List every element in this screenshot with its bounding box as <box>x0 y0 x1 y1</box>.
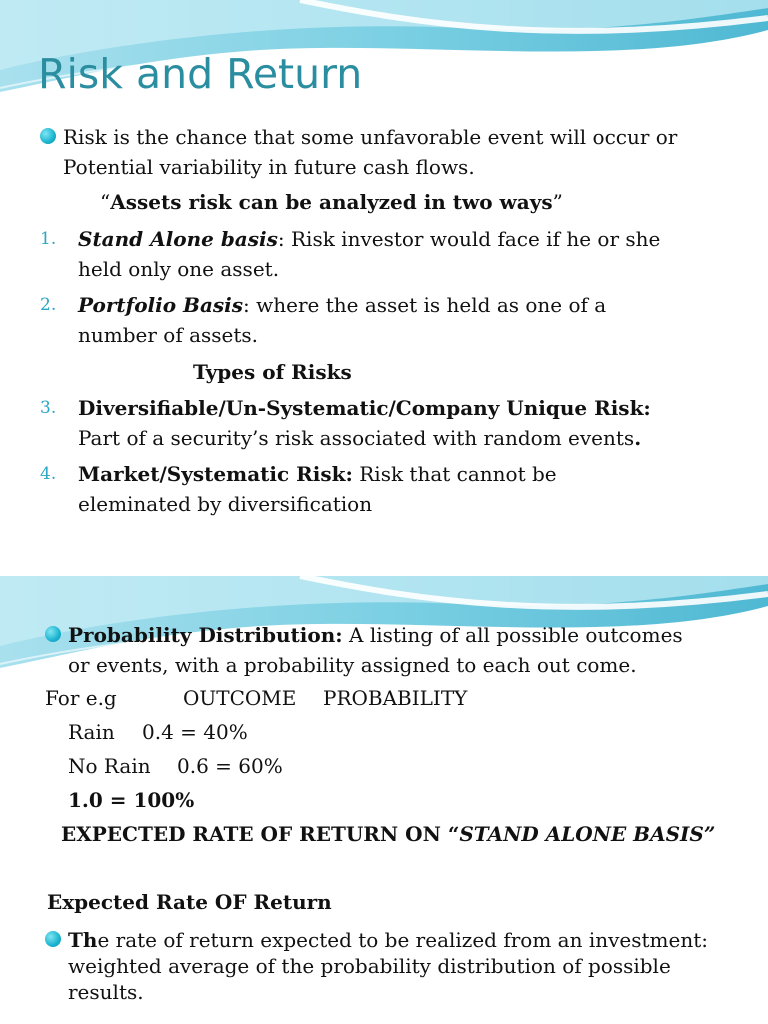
list-number-3: 3. <box>40 398 57 418</box>
list-number-1: 1. <box>40 229 57 249</box>
assets-risk-quote: “Assets risk can be analyzed in two ways” <box>100 190 563 214</box>
probability-distribution-line2: or events, with a probability assigned to each out come. <box>68 653 637 677</box>
list-number-2: 2. <box>40 295 57 315</box>
expected-rate-definition-line3: results. <box>68 980 144 1004</box>
list-item-stand-alone: Stand Alone basis: Risk investor would face if he or she <box>78 227 661 251</box>
list-item-portfolio: Portfolio Basis: where the asset is held as one of a <box>78 293 607 317</box>
list-item-diversifiable-line2: Part of a security’s risk associated with random events. <box>78 426 642 450</box>
row-outcome-rain: Rain <box>68 720 115 744</box>
probability-distribution-line1: Probability Distribution: A listing of all possible outcomes <box>68 623 683 647</box>
types-of-risks-heading: Types of Risks <box>193 360 352 384</box>
row-prob-rain: 0.4 = 40% <box>142 720 248 744</box>
bullet-icon <box>40 128 56 144</box>
bullet-icon <box>45 931 61 947</box>
list-item-portfolio-line2: number of assets. <box>78 323 259 347</box>
list-item-stand-alone-line2: held only one asset. <box>78 257 280 281</box>
row-prob-no-rain: 0.6 = 60% <box>177 754 283 778</box>
slide-separator <box>0 560 768 576</box>
row-outcome-no-rain: No Rain <box>68 754 151 778</box>
list-item-market: Market/Systematic Risk: Risk that cannot be <box>78 462 557 486</box>
bullet-icon <box>45 626 61 642</box>
outcome-column-header: OUTCOME <box>183 686 297 710</box>
expected-rate-definition-line1: The rate of return expected to be realized from an investment: <box>68 928 708 952</box>
expected-rate-subheading: Expected Rate OF Return <box>47 890 332 914</box>
list-number-4: 4. <box>40 464 57 484</box>
slide-title: Risk and Return <box>38 50 363 98</box>
expected-rate-definition-line2: weighted average of the probability distribution of possible <box>68 954 671 978</box>
slide-2 <box>0 576 768 1024</box>
risk-definition-line1: Risk is the chance that some unfavorable event will occur or <box>63 125 678 149</box>
expected-return-heading: EXPECTED RATE OF RETURN ON “STAND ALONE BASIS” <box>61 822 716 846</box>
for-example-label: For e.g <box>45 686 117 710</box>
probability-total: 1.0 = 100% <box>68 788 195 812</box>
list-item-market-line2: eleminated by diversification <box>78 492 373 516</box>
risk-definition-line2: Potential variability in future cash flows. <box>63 155 475 179</box>
probability-column-header: PROBABILITY <box>323 686 468 710</box>
list-item-diversifiable: Diversifiable/Un-Systematic/Company Unique Risk: <box>78 396 651 420</box>
